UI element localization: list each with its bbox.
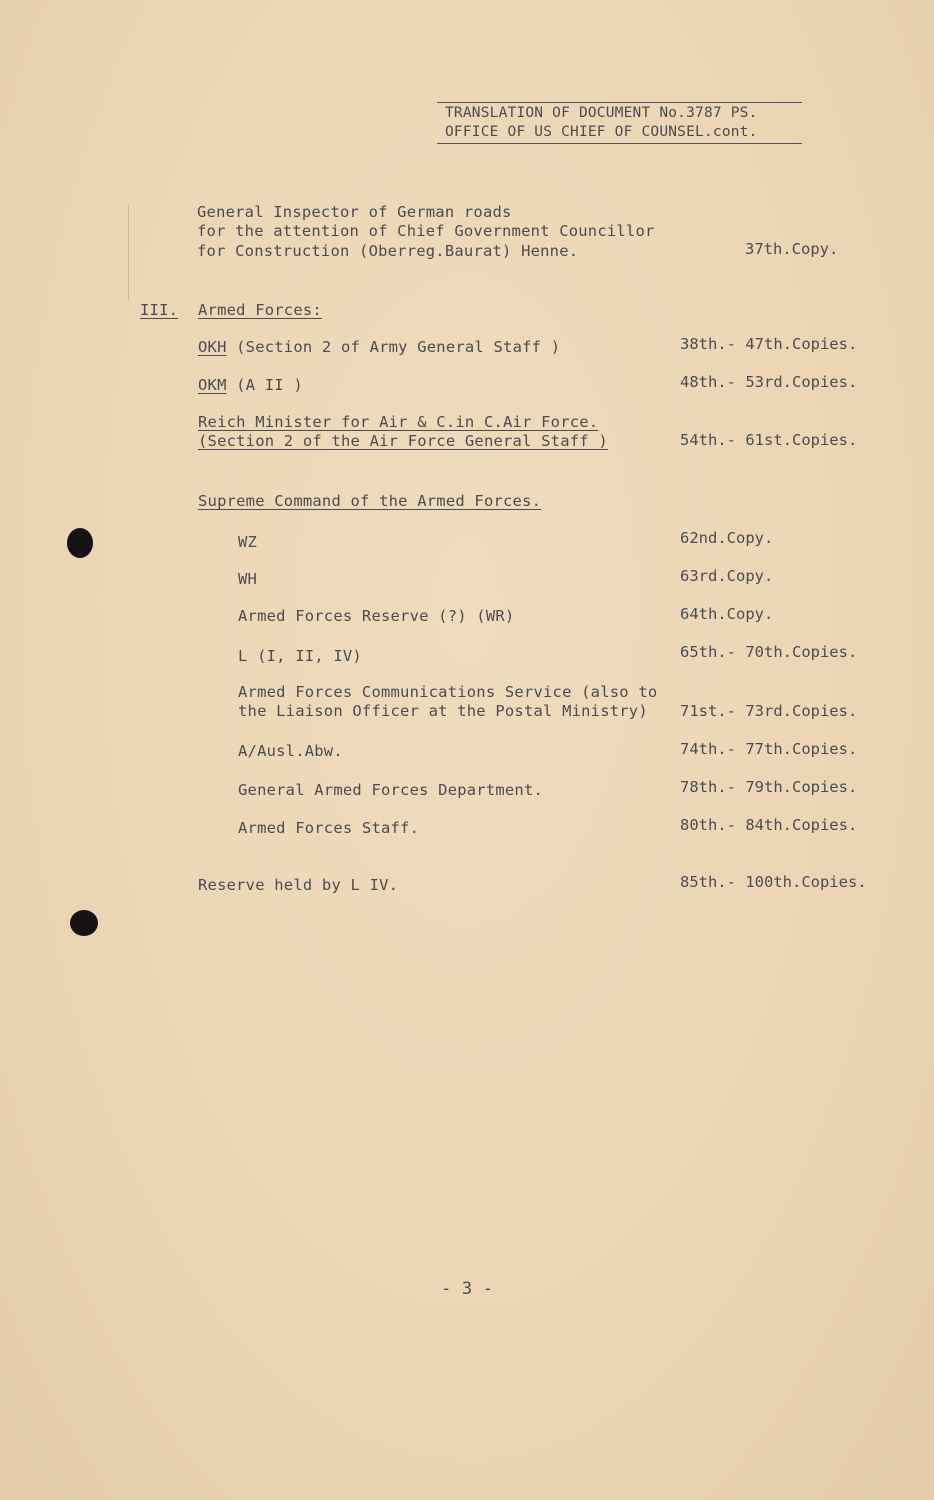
item-okm-copies: 48th.- 53rd.Copies. [680,373,858,391]
header-rule-bottom [437,143,802,144]
top-entry-line-3: for Construction (Oberreg.Baurat) Henne. [197,242,579,260]
reserve-text: Reserve held by L IV. [198,876,399,894]
supreme-item-staff: Armed Forces Staff. [238,819,420,837]
header-line-2: OFFICE OF US CHIEF OF COUNSEL.cont. [445,124,758,140]
supreme-item-l: L (I, II, IV) [238,647,362,665]
supreme-item-wh: WH [238,570,258,588]
section-numeral: III. [140,301,179,319]
supreme-item-wr: Armed Forces Reserve (?) (WR) [238,607,515,625]
top-entry-line-2: for the attention of Chief Government Councillor [197,222,655,240]
header-rule-top [437,102,802,103]
supreme-item-comms-copies: 71st.- 73rd.Copies. [680,702,858,720]
item-okh-text: (Section 2 of Army General Staff ) [226,338,561,356]
supreme-item-general: General Armed Forces Department. [238,781,544,799]
supreme-item-staff-copies: 80th.- 84th.Copies. [680,816,858,834]
margin-mark [128,205,129,300]
supreme-item-wr-copies: 64th.Copy. [680,605,774,623]
item-okh-abbr: OKH [198,338,227,356]
item-okm-text: (A II ) [226,376,303,394]
supreme-item-wz-copies: 62nd.Copy. [680,529,774,547]
supreme-title: Supreme Command of the Armed Forces. [198,492,542,510]
reserve-copies: 85th.- 100th.Copies. [680,873,867,891]
page-number: - 3 - [441,1279,494,1299]
item-okh [198,338,560,356]
item-okh-copies: 38th.- 47th.Copies. [680,335,858,353]
item-air-copies: 54th.- 61st.Copies. [680,431,858,449]
top-entry-line-1: General Inspector of German roads [197,203,512,221]
supreme-item-wz: WZ [238,533,258,551]
punch-hole [67,528,93,558]
supreme-item-l-copies: 65th.- 70th.Copies. [680,643,858,661]
item-air-line-2: (Section 2 of the Air Force General Staff ) [198,432,608,450]
punch-hole [70,910,98,936]
supreme-item-wh-copies: 63rd.Copy. [680,567,774,585]
supreme-item-general-copies: 78th.- 79th.Copies. [680,778,858,796]
supreme-item-abw: A/Ausl.Abw. [238,742,343,760]
top-entry-copies: 37th.Copy. [745,240,839,258]
supreme-item-comms-line-2: the Liaison Officer at the Postal Ministry) [238,702,648,720]
section-title: Armed Forces: [198,301,322,319]
supreme-item-comms-line-1: Armed Forces Communications Service (also to [238,683,658,701]
supreme-item-abw-copies: 74th.- 77th.Copies. [680,740,858,758]
item-air-line-1: Reich Minister for Air & C.in C.Air Force. [198,413,599,431]
item-okm [198,376,303,394]
header-line-1: TRANSLATION OF DOCUMENT No.3787 PS. [445,105,758,121]
item-okm-abbr: OKM [198,376,227,394]
